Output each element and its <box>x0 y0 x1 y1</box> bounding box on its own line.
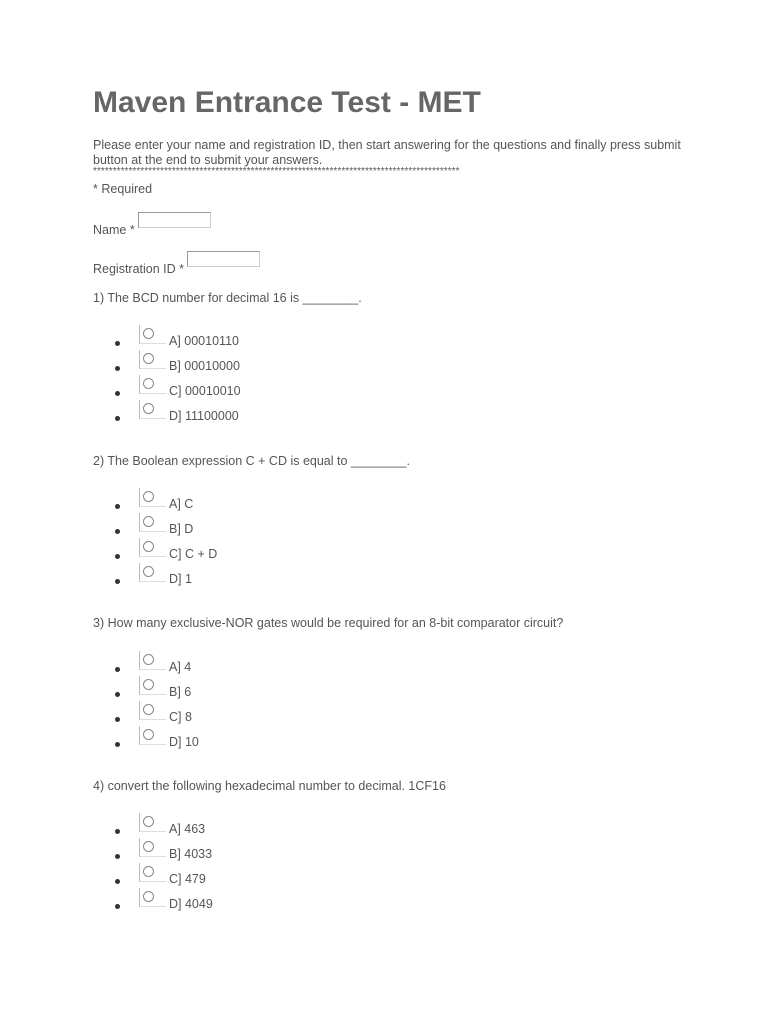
bullet-icon <box>115 854 120 859</box>
radio-button[interactable] <box>143 353 154 364</box>
option-label: D] 1 <box>169 572 192 586</box>
bullet-icon <box>115 391 120 396</box>
option-label: A] 4 <box>169 660 192 674</box>
intro-text: Please enter your name and registration ID, then start answering for the questions and finally press submit button at the end to submit your answers. <box>93 138 681 167</box>
radio-button[interactable] <box>143 491 154 502</box>
bullet-icon <box>115 717 120 722</box>
bullet-icon <box>115 504 120 509</box>
radio-button[interactable] <box>143 679 154 690</box>
option-label: D] 11100000 <box>169 409 239 423</box>
question-1-text: 1) The BCD number for decimal 16 is ________. <box>93 291 362 305</box>
radio-button[interactable] <box>143 403 154 414</box>
radio-button[interactable] <box>143 516 154 527</box>
radio-button[interactable] <box>143 378 154 389</box>
radio-button[interactable] <box>143 541 154 552</box>
registration-label: Registration ID * <box>93 262 185 276</box>
bullet-icon <box>115 904 120 909</box>
bullet-icon <box>115 341 120 346</box>
radio-button[interactable] <box>143 841 154 852</box>
option-label: D] 4049 <box>169 897 213 911</box>
registration-input[interactable] <box>187 251 260 267</box>
bullet-icon <box>115 416 120 421</box>
radio-button[interactable] <box>143 891 154 902</box>
radio-button[interactable] <box>143 704 154 715</box>
registration-field-row <box>93 251 260 276</box>
separator-line: ********************************************************************************************* <box>93 167 460 177</box>
page-title: Maven Entrance Test - MET <box>93 86 481 119</box>
name-field-row <box>93 212 211 237</box>
radio-button[interactable] <box>143 729 154 740</box>
option-label: C] C + D <box>169 547 218 561</box>
option-label: A] 463 <box>169 822 206 836</box>
bullet-icon <box>115 879 120 884</box>
option-label: A] 00010110 <box>169 334 239 348</box>
option-label: C] 479 <box>169 872 206 886</box>
option-label: B] 6 <box>169 685 192 699</box>
radio-button[interactable] <box>143 566 154 577</box>
option-label: C] 8 <box>169 710 192 724</box>
name-input[interactable] <box>138 212 211 228</box>
option-label: B] 00010000 <box>169 359 240 373</box>
question-2-text: 2) The Boolean expression C + CD is equal to ________. <box>93 454 410 468</box>
question-4-text: 4) convert the following hexadecimal number to decimal. 1CF16 <box>93 779 446 793</box>
name-label: Name * <box>93 223 135 237</box>
bullet-icon <box>115 692 120 697</box>
question-3-text: 3) How many exclusive-NOR gates would be required for an 8-bit comparator circuit? <box>93 616 564 630</box>
radio-button[interactable] <box>143 654 154 665</box>
option-label: D] 10 <box>169 735 199 749</box>
option-label: A] C <box>169 497 194 511</box>
radio-button[interactable] <box>143 328 154 339</box>
option-label: B] D <box>169 522 194 536</box>
option-label: B] 4033 <box>169 847 213 861</box>
bullet-icon <box>115 554 120 559</box>
bullet-icon <box>115 667 120 672</box>
radio-button[interactable] <box>143 816 154 827</box>
bullet-icon <box>115 366 120 371</box>
bullet-icon <box>115 529 120 534</box>
required-note: * Required <box>93 182 153 196</box>
bullet-icon <box>115 742 120 747</box>
radio-button[interactable] <box>143 866 154 877</box>
bullet-icon <box>115 829 120 834</box>
bullet-icon <box>115 579 120 584</box>
option-label: C] 00010010 <box>169 384 241 398</box>
